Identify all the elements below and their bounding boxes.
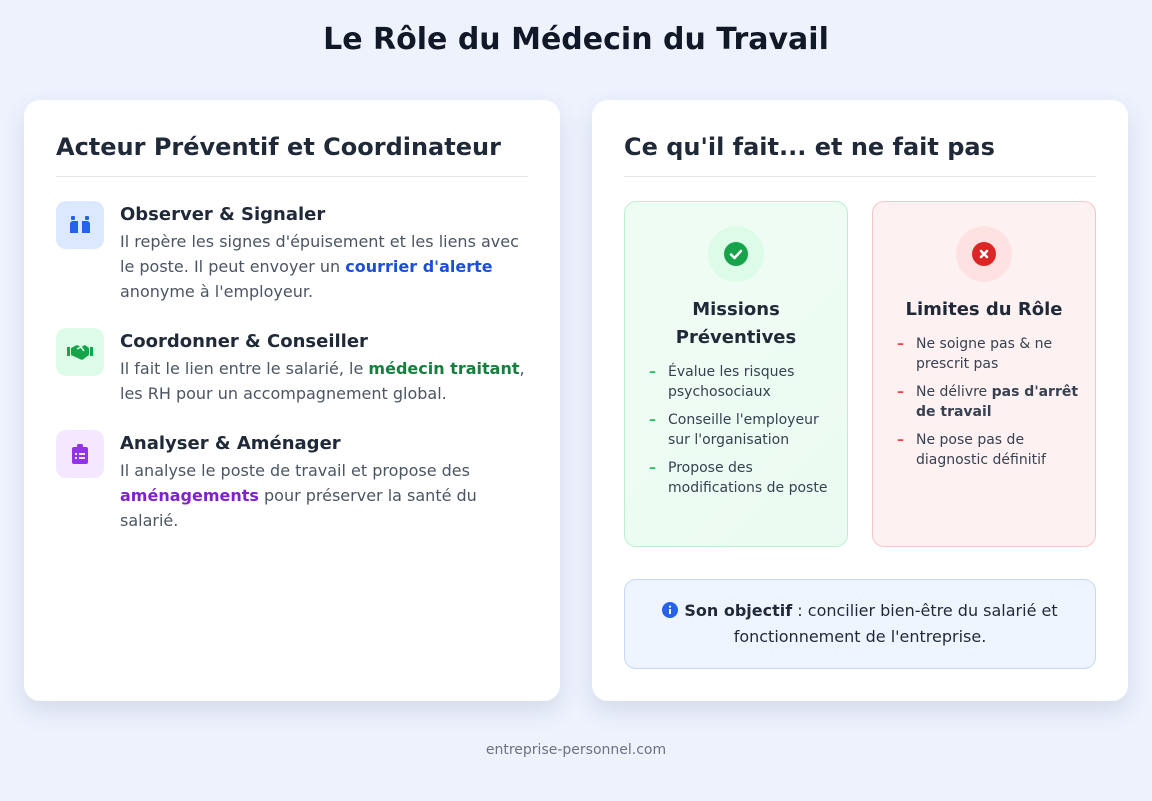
preventive-actor-card — [24, 100, 560, 701]
limits-title: Limites du Rôle — [905, 299, 1063, 320]
missions-title: Missions Préventives — [675, 299, 797, 348]
item-text: Il repère les signes d'épuisement et les liens avec le poste. Il peut envoyer un courrier d'alerte anonyme à l'employeur. — [120, 232, 519, 301]
card-heading: Acteur Préventif et Coordinateur — [56, 132, 528, 177]
list-item: – Conseille l'employeur sur l'organisation — [649, 412, 819, 448]
role-item-observe — [56, 201, 528, 304]
clipboard-list-icon — [56, 430, 104, 478]
page-title: Le Rôle du Médecin du Travail — [323, 22, 829, 57]
info-icon — [662, 602, 678, 618]
item-title: Observer & Signaler — [120, 204, 326, 225]
objective-label: Son objectif — [684, 601, 793, 620]
footer-source: entreprise-personnel.com — [485, 742, 667, 758]
does-and-doesnt-card — [592, 100, 1128, 701]
list-item: – Ne pose pas de diagnostic définitif — [897, 432, 1046, 468]
objective-text: : concilier bien-être du salarié et fonctionnement de l'entreprise. — [733, 601, 1058, 646]
missions-box — [624, 201, 848, 547]
list-item: – Propose des modifications de poste — [649, 460, 828, 496]
card-heading: Ce qu'il fait... et ne fait pas — [624, 132, 1096, 177]
check-circle-icon — [708, 226, 764, 282]
item-title: Coordonner & Conseiller — [120, 331, 368, 352]
list-item: – Évalue les risques psychosociaux — [649, 364, 795, 400]
handshake-icon — [56, 328, 104, 376]
item-text: Il fait le lien entre le salarié, le médecin traitant, les RH pour un accompagnement global. — [120, 359, 525, 403]
item-text: Il analyse le poste de travail et propose des aménagements pour préserver la santé du salarié. — [120, 461, 477, 530]
objective-box — [624, 579, 1096, 669]
item-title: Analyser & Aménager — [120, 433, 341, 454]
list-item: – Ne délivre pas d'arrêt de travail — [897, 384, 1079, 420]
role-item-coordinate — [56, 328, 528, 406]
list-item: – Ne soigne pas & ne prescrit pas — [897, 336, 1053, 372]
binoculars-icon — [56, 201, 104, 249]
limits-box — [872, 201, 1096, 547]
x-circle-icon — [956, 226, 1012, 282]
role-item-analyze — [56, 430, 528, 533]
